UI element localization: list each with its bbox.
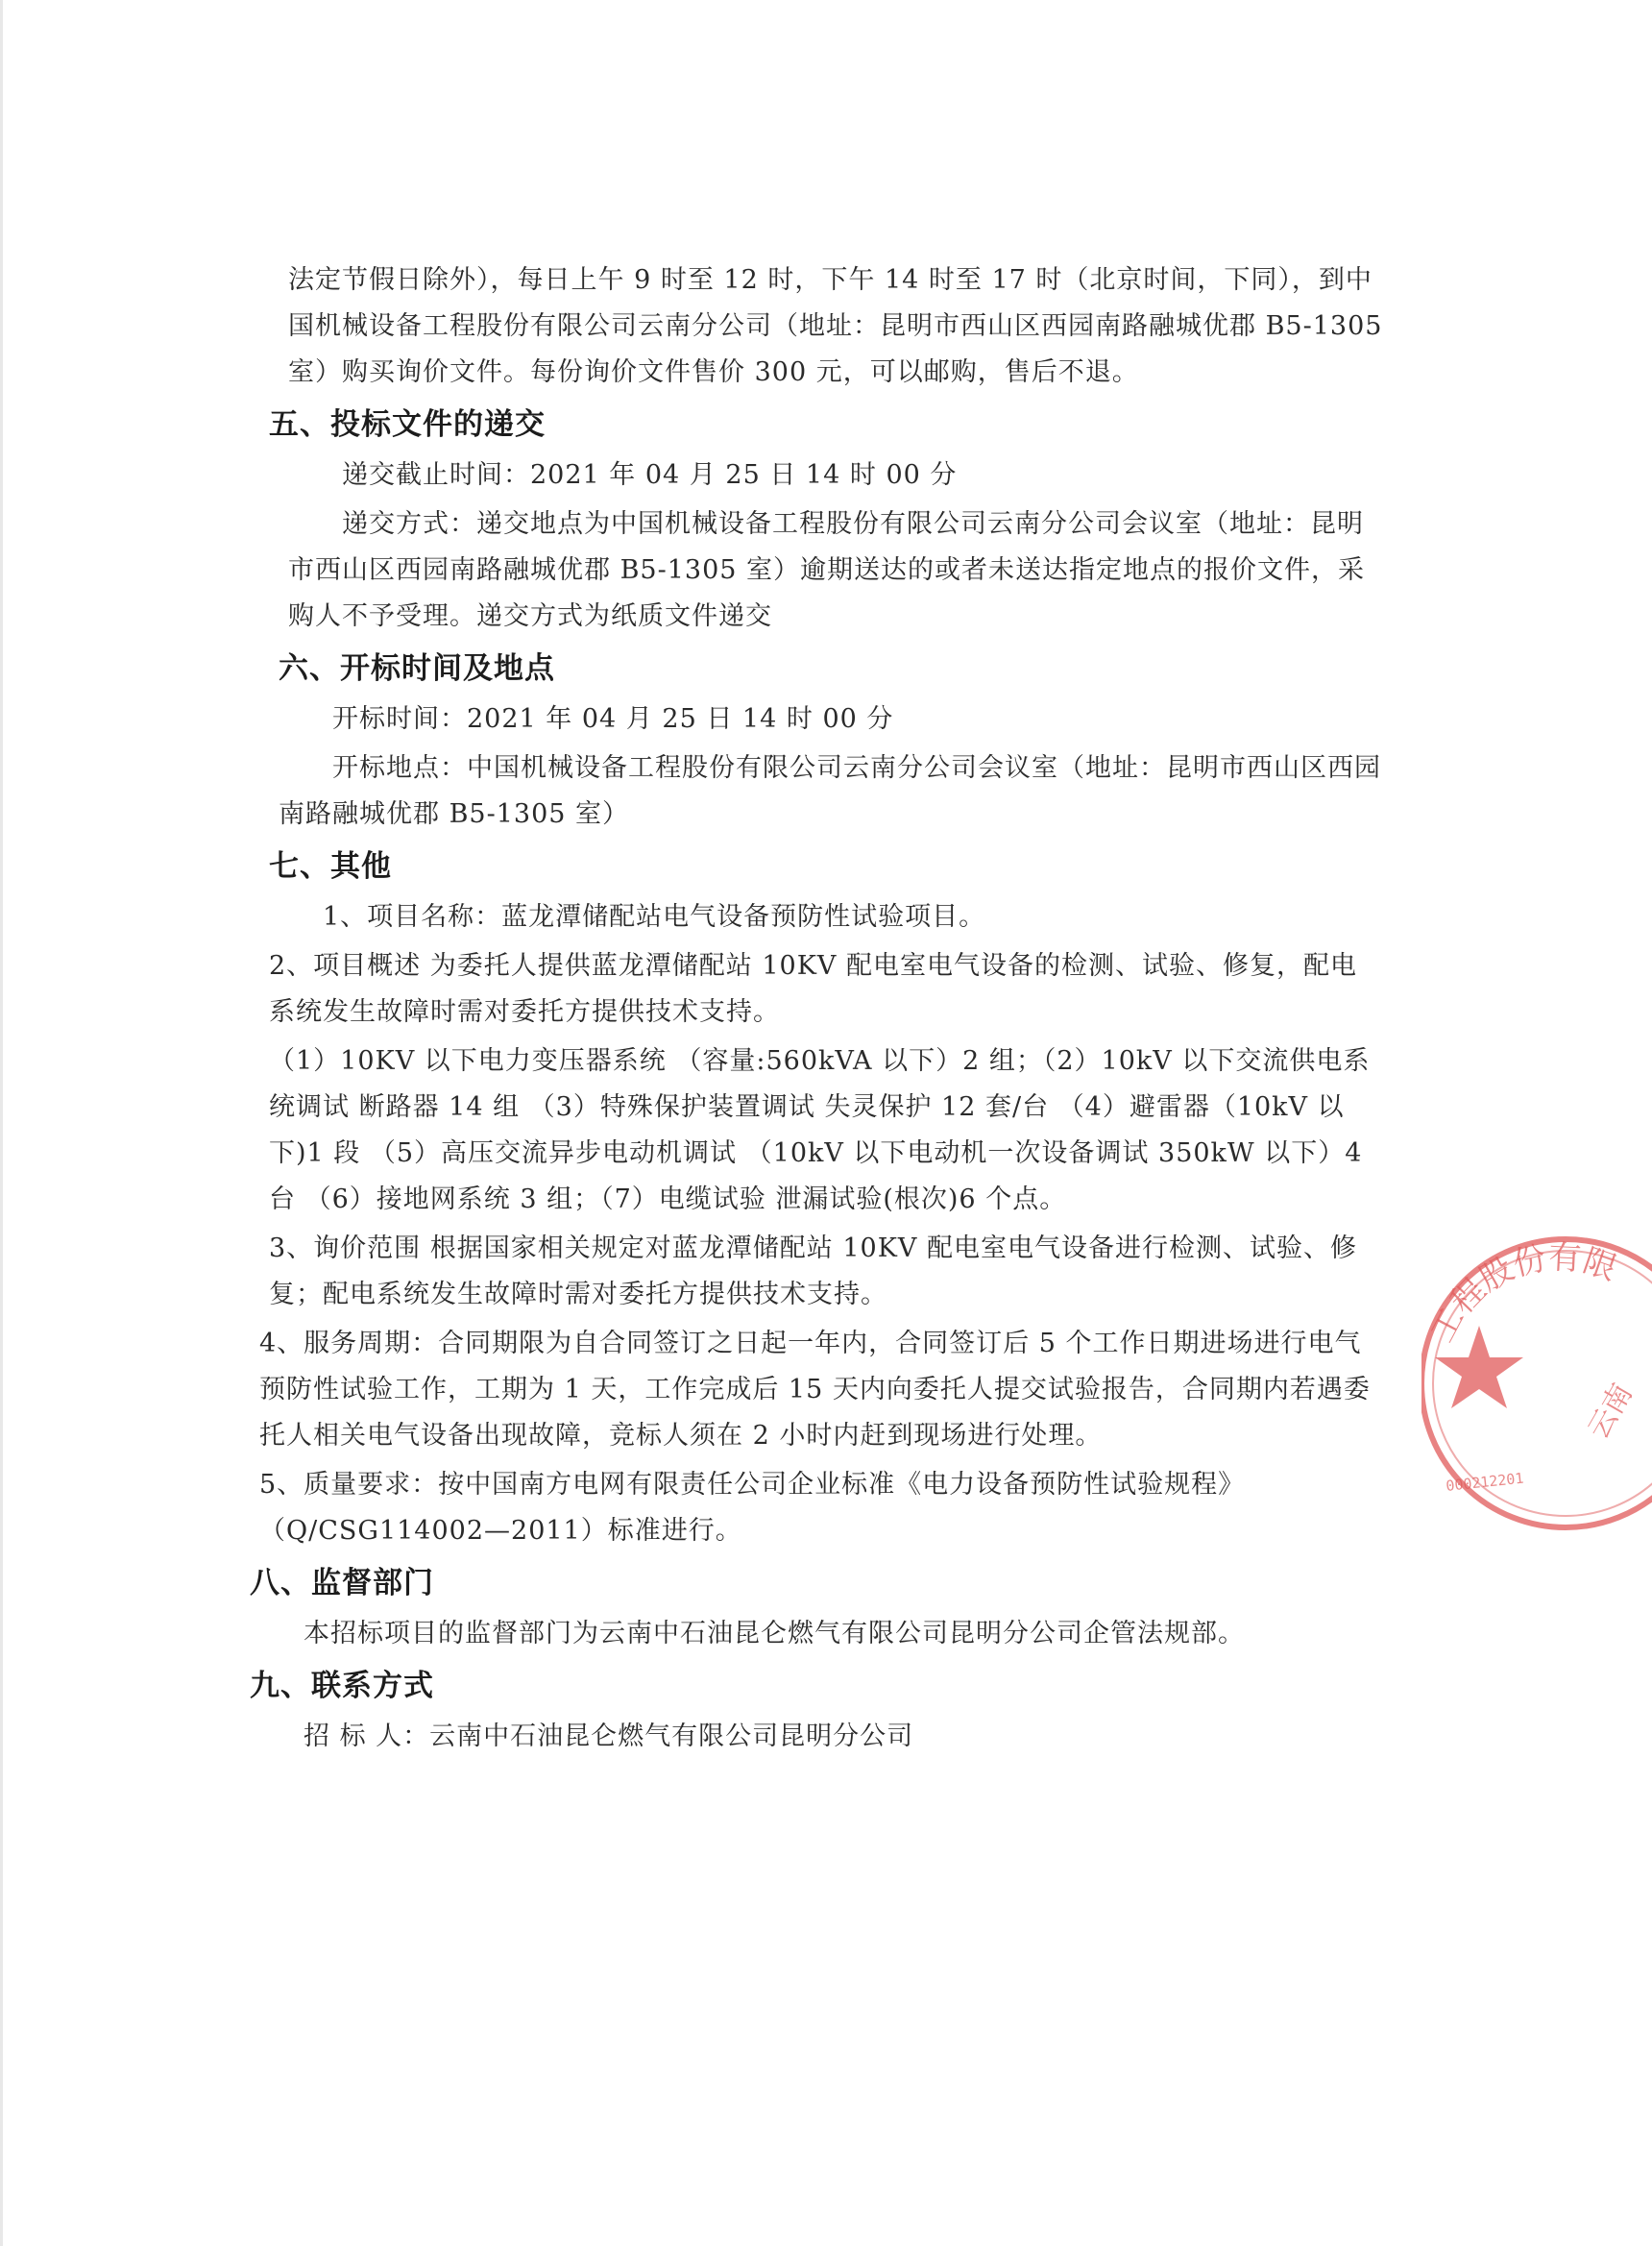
section-heading: 七、其他 <box>269 849 392 884</box>
paragraph: 2、项目概述 为委托人提供蓝龙潭储配站 10KV 配电室电气设备的检测、试验、修复，配电系统发生故障时需对委托方提供技术支持。 <box>269 951 1357 1027</box>
scan-edge-line <box>0 0 3 2246</box>
paragraph: 5、质量要求：按中国南方电网有限责任公司企业标准《电力设备预防性试验规程》（Q/CSG114002—2011）标准进行。 <box>259 1470 1246 1546</box>
svg-text:工程股份有限: 工程股份有限 <box>1422 1237 1622 1349</box>
section-heading: 六、开标时间及地点 <box>279 651 555 686</box>
paragraph: 递交方式：递交地点为中国机械设备工程股份有限公司云南分公司会议室（地址：昆明市西山区西园南路融城优郡 B5-1305 室）逾期送达的或者未送达指定地点的报价文件，采购人不予受理。递交方式为纸质文件递交 <box>288 509 1366 631</box>
paragraph: 1、项目名称：蓝龙潭储配站电气设备预防性试验项目。 <box>323 902 986 932</box>
paragraph: 4、服务周期：合同期限为自合同签订之日起一年内，合同签订后 5 个工作日期进场进行电气预防性试验工作，工期为 1 天，工作完成后 15 天内向委托人提交试验报告，合同期内若遇委托人相关电气设备出现故障，竞标人须在 2 小时内赶到现场进行处理。 <box>259 1329 1371 1451</box>
svg-text:云南: 云南 <box>1581 1378 1640 1445</box>
paragraph: 3、询价范围 根据国家相关规定对蓝龙潭储配站 10KV 配电室电气设备进行检测、试验、修复；配电系统发生故障时需对委托方提供技术支持。 <box>269 1233 1357 1309</box>
paragraph: 递交截止时间：2021 年 04 月 25 日 14 时 00 分 <box>342 460 958 490</box>
section-heading: 九、联系方式 <box>250 1669 434 1703</box>
document-body <box>250 257 1383 1763</box>
paragraph: 法定节假日除外），每日上午 9 时至 12 时，下午 14 时至 17 时（北京时间，下同），到中国机械设备工程股份有限公司云南分公司（地址：昆明市西山区西园南路融城优郡 B5-1305 室）购买询价文件。每份询价文件售价 300 元，可以邮购，售后不退。 <box>288 265 1383 387</box>
section-heading: 五、投标文件的递交 <box>269 407 546 442</box>
paragraph: 开标时间：2021 年 04 月 25 日 14 时 00 分 <box>332 704 894 734</box>
paragraph: （1）10KV 以下电力变压器系统 （容量:560kVA 以下）2 组；（2）10kV 以下交流供电系统调试 断路器 14 组 （3）特殊保护装置调试 失灵保护 12 套/台 （4）避雷器（10kV 以下)1 段 （5）高压交流异步电动机调试 （10kV 以下电动机一次设备调试 350kW 以下）4 台 （6）接地网系统 3 组；（7）电缆试验 泄漏试验(根次)6 个点。 <box>269 1046 1371 1214</box>
svg-text:000212201: 000212201 <box>1445 1469 1525 1495</box>
paragraph: 开标地点：中国机械设备工程股份有限公司云南分公司会议室（地址：昆明市西山区西园南路融城优郡 B5-1305 室） <box>279 753 1381 829</box>
paragraph: 招 标 人：云南中石油昆仑燃气有限公司昆明分公司 <box>304 1721 914 1751</box>
company-seal-stamp <box>1421 1201 1652 1566</box>
section-heading: 八、监督部门 <box>250 1566 434 1600</box>
paragraph: 本招标项目的监督部门为云南中石油昆仑燃气有限公司昆明分公司企管法规部。 <box>304 1619 1245 1648</box>
